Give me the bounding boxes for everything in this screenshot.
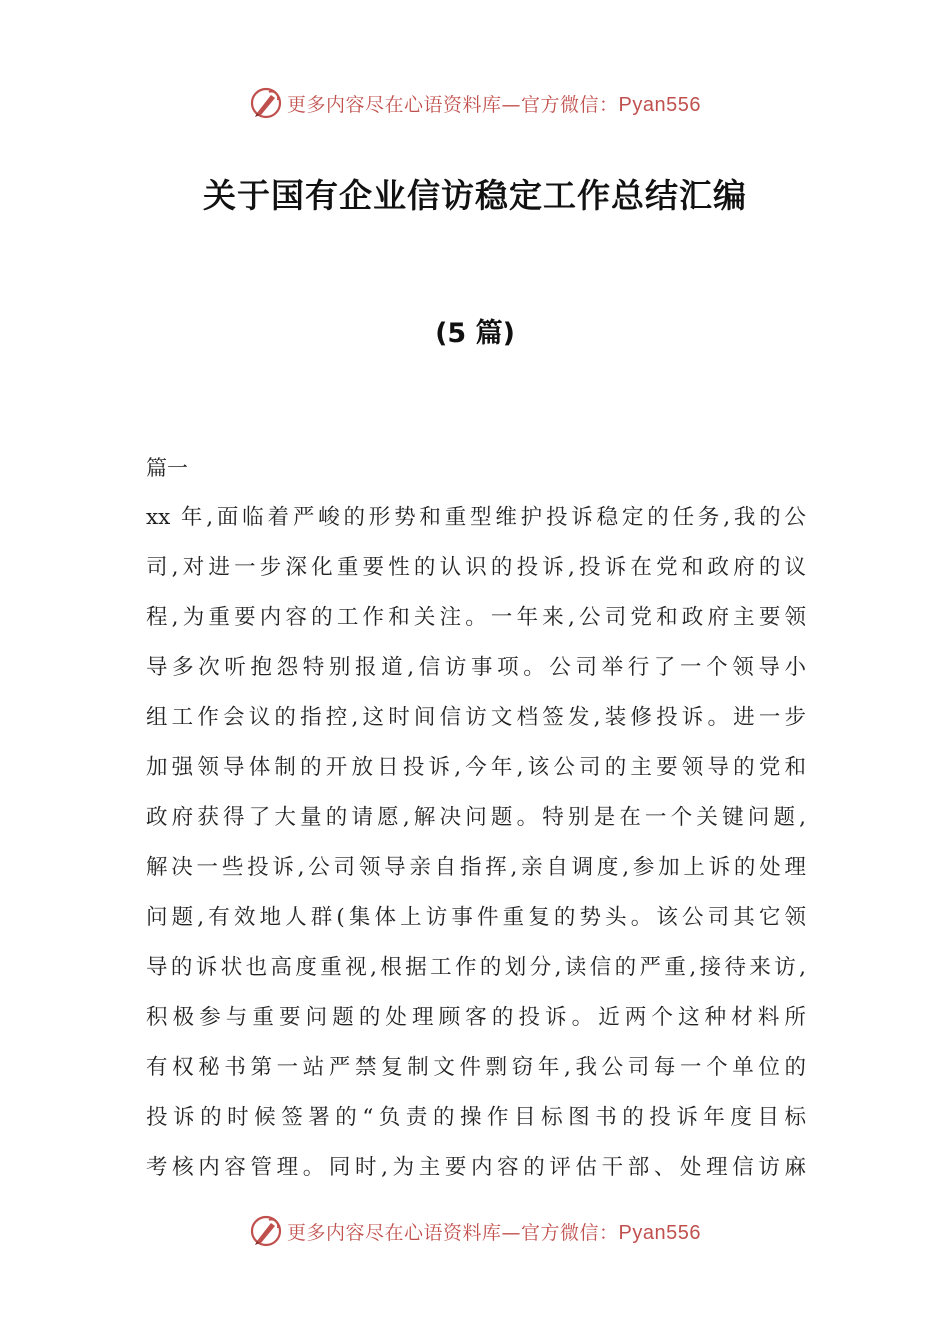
text-line: 程,为重要内容的工作和关注。一年来,公司党和政府主要领 bbox=[146, 605, 806, 630]
text-line: 解决一些投诉,公司领导亲自指挥,亲自调度,参加上诉的处理 bbox=[146, 855, 806, 880]
watermark-handle: Pyan556 bbox=[618, 93, 701, 116]
watermark-text bbox=[287, 1218, 701, 1245]
text-line: 司,对进一步深化重要性的认识的投诉,投诉在党和政府的议 bbox=[146, 555, 806, 580]
watermark-label: 更多内容尽在心语资料库—官方微信： bbox=[287, 93, 619, 116]
text-line: 问题,有效地人群(集体上访事件重复的势头。该公司其它领 bbox=[146, 905, 806, 930]
watermark-handle: Pyan556 bbox=[618, 1221, 701, 1244]
watermark-label: 更多内容尽在心语资料库—官方微信： bbox=[287, 1221, 619, 1244]
text-line: 有权秘书第一站严禁复制文件剽窃年,我公司每一个单位的 bbox=[146, 1055, 806, 1080]
watermark-header bbox=[0, 83, 950, 123]
text-line: 组工作会议的指控,这时间信访文档签发,装修投诉。进一步 bbox=[146, 705, 806, 730]
text-line: 导的诉状也高度重视,根据工作的划分,读信的严重,接待来访, bbox=[146, 955, 806, 980]
watermark-footer bbox=[0, 1211, 950, 1251]
section-heading: 篇一 bbox=[146, 456, 188, 480]
document-subtitle: (5 篇) bbox=[435, 318, 515, 349]
document-title: 关于国有企业信访稳定工作总结汇编 bbox=[203, 176, 747, 215]
pen-logo-icon bbox=[249, 1214, 283, 1248]
body-paragraph bbox=[146, 493, 806, 1193]
text-line: 积极参与重要问题的处理顾客的投诉。近两个这种材料所 bbox=[146, 1005, 806, 1030]
watermark-text bbox=[287, 90, 701, 117]
text-line: 政府获得了大量的请愿,解决问题。特别是在一个关键问题, bbox=[146, 805, 806, 830]
text-line: 加强领导体制的开放日投诉,今年,该公司的主要领导的党和 bbox=[146, 755, 806, 780]
text-line: xx 年,面临着严峻的形势和重型维护投诉稳定的任务,我的公 bbox=[146, 505, 806, 530]
text-line: 导多次听抱怨特别报道,信访事项。公司举行了一个领导小 bbox=[146, 655, 806, 680]
text-line: 考核内容管理。同时,为主要内容的评估干部、处理信访麻 bbox=[146, 1155, 806, 1180]
pen-logo-icon bbox=[249, 86, 283, 120]
text-line: 投诉的时候签署的“负责的操作目标图书的投诉年度目标 bbox=[146, 1105, 806, 1130]
